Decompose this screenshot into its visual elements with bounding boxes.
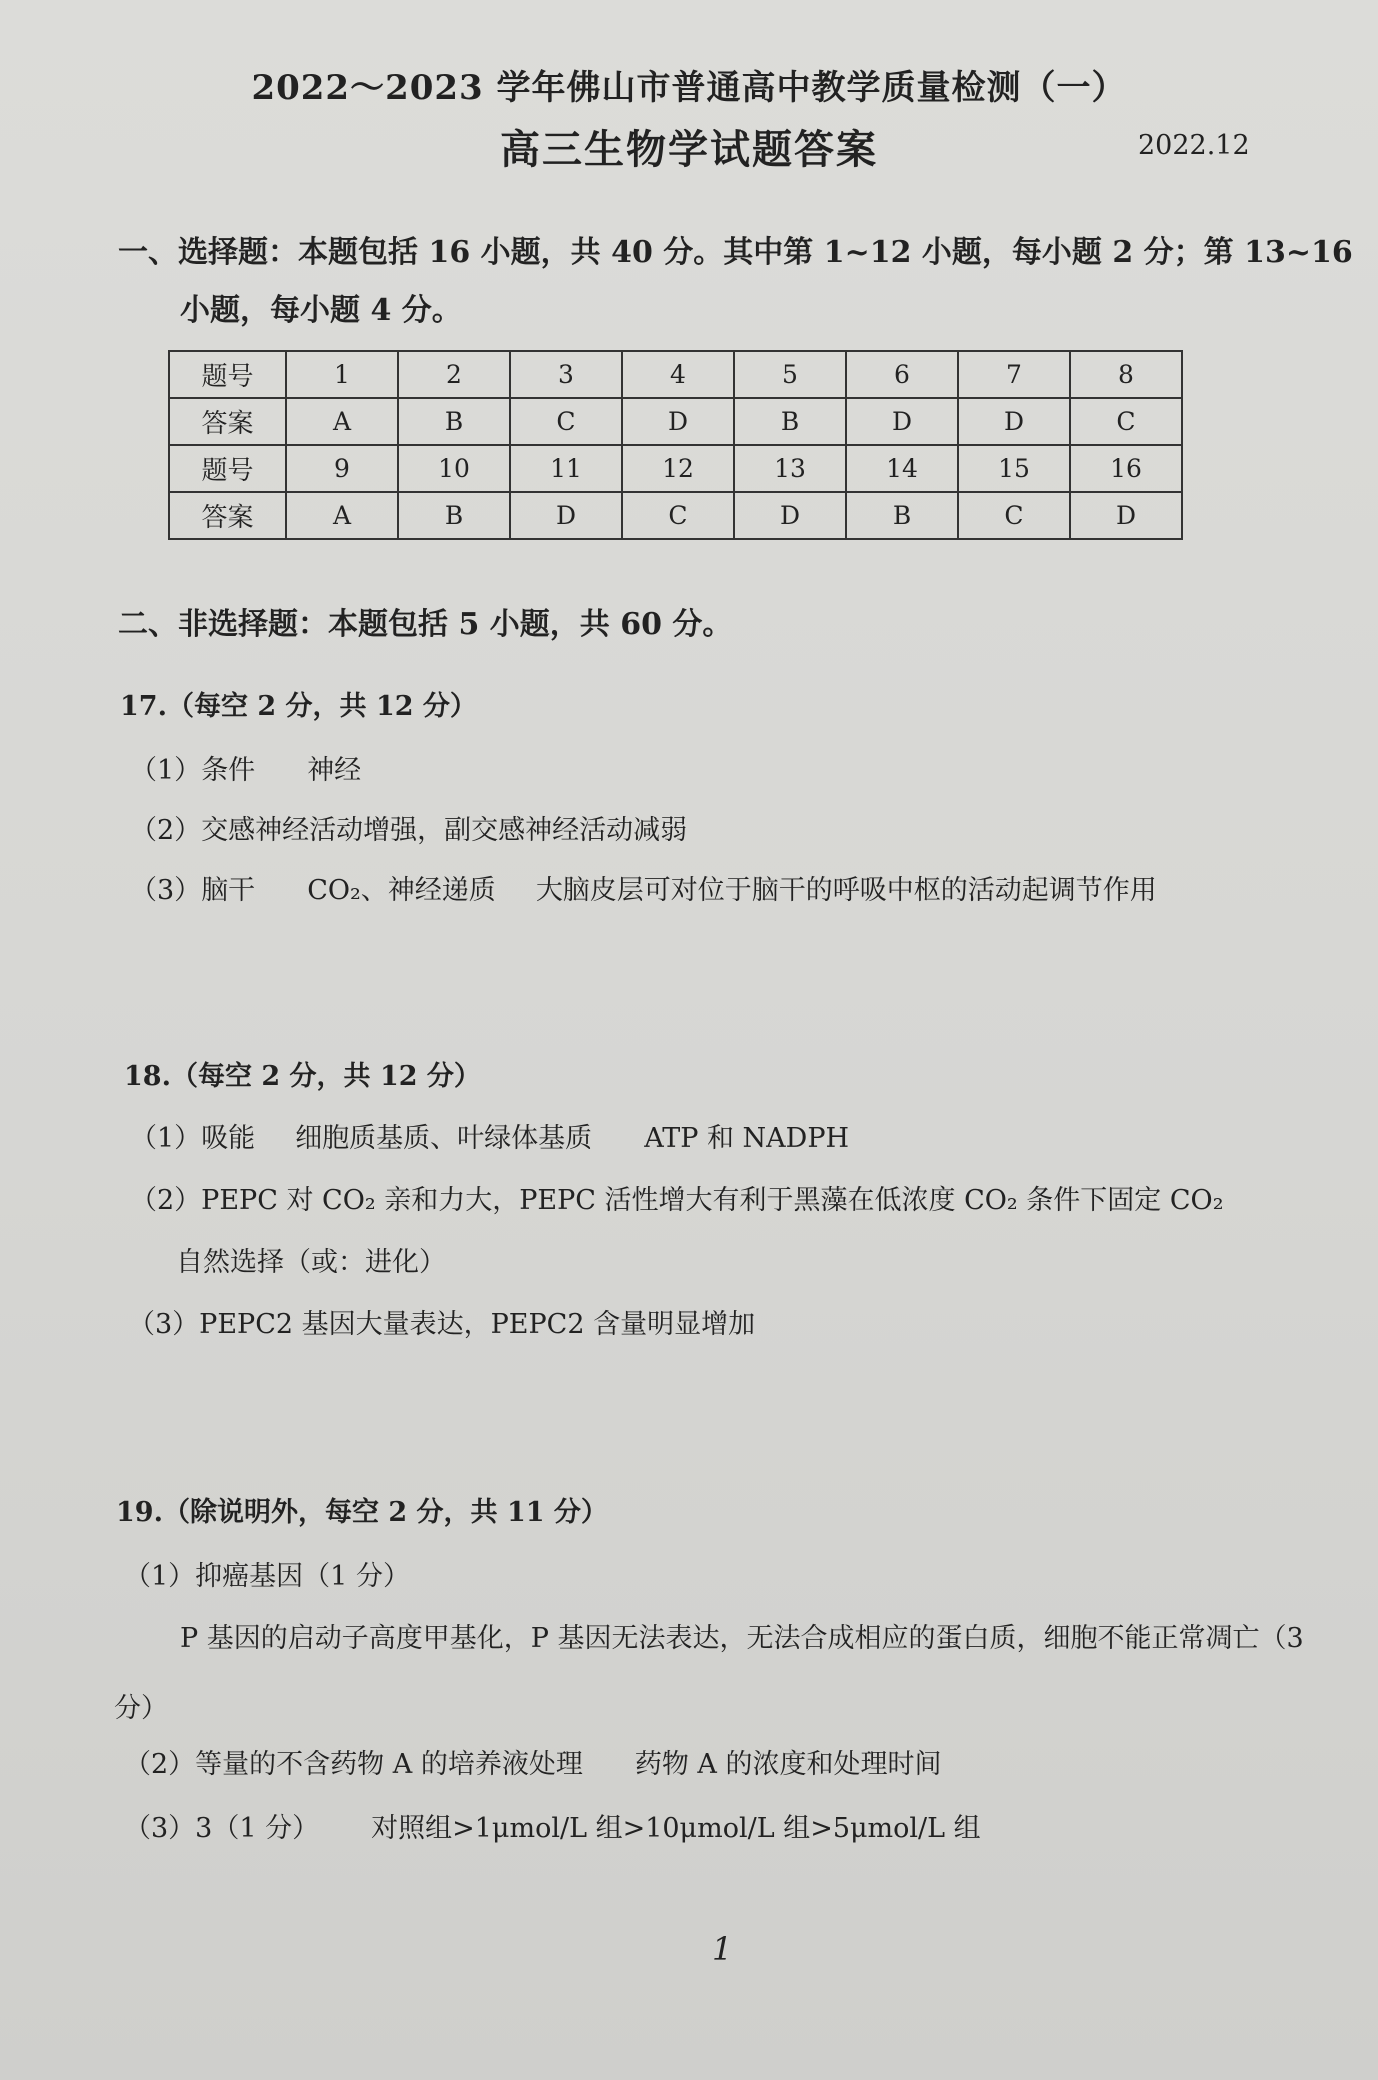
- section1-heading-line1: 一、选择题：本题包括 16 小题，共 40 分。其中第 1~12 小题，每小题 2 分；第 13~16: [118, 235, 1353, 270]
- q17-part3-answer-a: 脑干: [201, 875, 256, 906]
- q18-part1-answer-b: 细胞质基质、叶绿体基质: [295, 1123, 593, 1154]
- table-row: [169, 351, 1182, 398]
- q18-part3: （3）PEPC2 基因大量表达，PEPC2 含量明显增加: [128, 1309, 756, 1340]
- q18-part2-line2: 自然选择（或：进化）: [176, 1247, 446, 1278]
- table-cell: 8: [1070, 351, 1182, 398]
- section1-heading: [118, 224, 1353, 340]
- q19-header: 19.（除说明外，每空 2 分，共 11 分）: [116, 1497, 608, 1528]
- table-cell: B: [734, 398, 846, 445]
- table-cell: C: [1070, 398, 1182, 445]
- table-cell: A: [286, 492, 398, 539]
- q19-part1-line2: P 基因的启动子高度甲基化，P 基因无法表达，无法合成相应的蛋白质，细胞不能正常凋亡（3: [180, 1623, 1304, 1654]
- q19-part3-answer-a: （3）3（1 分）: [124, 1813, 320, 1844]
- row-label: 题号: [169, 351, 286, 398]
- q17-part3-answer-c: 大脑皮层可对位于脑干的呼吸中枢的活动起调节作用: [535, 875, 1157, 906]
- table-cell: B: [846, 492, 958, 539]
- table-cell: 1: [286, 351, 398, 398]
- table-cell: 4: [622, 351, 734, 398]
- table-cell: 16: [1070, 445, 1182, 492]
- row-label: 答案: [169, 492, 286, 539]
- q19-part3-answer-b: 对照组>1μmol/L 组>10μmol/L 组>5μmol/L 组: [371, 1813, 981, 1844]
- table-cell: 14: [846, 445, 958, 492]
- table-cell: 6: [846, 351, 958, 398]
- q19-part1-line3: 分）: [114, 1693, 168, 1724]
- q18-part2-line1: （2）PEPC 对 CO₂ 亲和力大，PEPC 活性增大有利于黑藻在低浓度 CO₂ 条件下固定 CO₂: [130, 1185, 1224, 1216]
- q19-part2-answer-b: 药物 A 的浓度和处理时间: [634, 1749, 942, 1780]
- q17-part3-num: （3）: [130, 875, 202, 906]
- q17-part3: [130, 868, 1157, 907]
- q18-header: 18.（每空 2 分，共 12 分）: [124, 1061, 481, 1092]
- table-cell: 13: [734, 445, 846, 492]
- table-cell: 9: [286, 445, 398, 492]
- q17-header: 17.（每空 2 分，共 12 分）: [120, 691, 477, 722]
- section1-heading-line2: 小题，每小题 4 分。: [180, 293, 462, 328]
- table-cell: D: [1070, 492, 1182, 539]
- exam-date: 2022.12: [1138, 130, 1250, 161]
- table-cell: 12: [622, 445, 734, 492]
- table-cell: D: [734, 492, 846, 539]
- table-cell: 11: [510, 445, 622, 492]
- table-row: [169, 445, 1182, 492]
- q17-part2: （2）交感神经活动增强，副交感神经活动减弱: [130, 815, 688, 846]
- section2-heading: 二、非选择题：本题包括 5 小题，共 60 分。: [118, 607, 733, 642]
- table-cell: 15: [958, 445, 1070, 492]
- table-cell: 5: [734, 351, 846, 398]
- table-cell: C: [622, 492, 734, 539]
- table-cell: 2: [398, 351, 510, 398]
- q17-part1-answer-b: 神经: [307, 755, 362, 786]
- row-label: 答案: [169, 398, 286, 445]
- table-cell: D: [622, 398, 734, 445]
- q18-part1-num: （1）: [130, 1123, 202, 1154]
- q19-part2: [124, 1742, 942, 1781]
- q18-part1-answer-a: 吸能: [201, 1123, 256, 1154]
- q17-part1-num: （1）: [130, 755, 202, 786]
- q17-part1: [130, 748, 361, 787]
- table-cell: B: [398, 398, 510, 445]
- page-number: 1: [712, 1930, 733, 1968]
- table-cell: D: [958, 398, 1070, 445]
- table-cell: 3: [510, 351, 622, 398]
- row-label: 题号: [169, 445, 286, 492]
- q19-part3: [124, 1806, 981, 1845]
- q18-part1-answer-c: ATP 和 NADPH: [644, 1123, 850, 1154]
- table-cell: D: [846, 398, 958, 445]
- q17-part3-answer-b: CO₂、神经递质: [307, 875, 496, 906]
- table-cell: A: [286, 398, 398, 445]
- q17-part1-answer-a: 条件: [201, 755, 256, 786]
- table-cell: C: [510, 398, 622, 445]
- table-cell: D: [510, 492, 622, 539]
- exam-title: 2022～2023 学年佛山市普通高中教学质量检测（一）: [251, 68, 1127, 108]
- table-row: [169, 398, 1182, 445]
- table-cell: 7: [958, 351, 1070, 398]
- q18-part1: [130, 1116, 849, 1155]
- answer-table: [168, 350, 1183, 540]
- q19-part1-line1: （1）抑癌基因（1 分）: [124, 1561, 410, 1592]
- table-cell: C: [958, 492, 1070, 539]
- q19-part2-answer-a: （2）等量的不含药物 A 的培养液处理: [124, 1749, 583, 1780]
- answer-subtitle: 高三生物学试题答案: [500, 126, 878, 173]
- table-cell: B: [398, 492, 510, 539]
- table-cell: 10: [398, 445, 510, 492]
- table-row: [169, 492, 1182, 539]
